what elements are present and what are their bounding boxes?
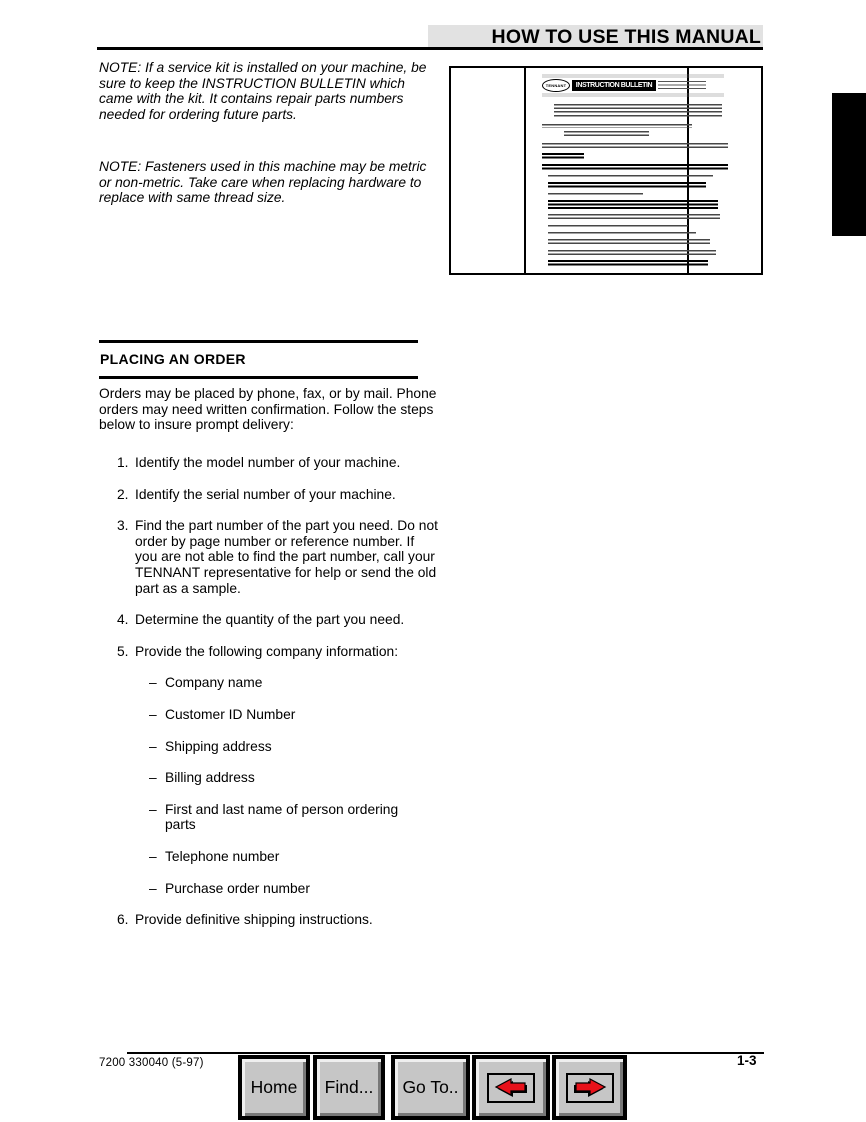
- back-icon: [493, 1076, 529, 1100]
- goto-button[interactable]: [391, 1055, 470, 1120]
- dash-marker: –: [149, 706, 157, 722]
- step-number: 2.: [117, 486, 129, 502]
- forward-button[interactable]: [552, 1055, 627, 1120]
- substep-text: Customer ID Number: [165, 706, 296, 722]
- bulletin-text-line: [548, 182, 706, 189]
- list-item: [117, 612, 439, 628]
- substep-text: Billing address: [165, 770, 255, 786]
- step-text: Find the part number of the part you need. Do not order by page number or reference number. If you are not able to find the part number, call your TENNANT representative for help or send the old part as a sample.: [135, 518, 438, 596]
- bulletin-text-line: [548, 232, 696, 236]
- section-heading-placing-an-order: PLACING AN ORDER: [99, 340, 418, 379]
- halftone-strip: [542, 93, 724, 97]
- bulletin-header-side-text: [658, 81, 706, 91]
- bulletin-text-line: [548, 200, 718, 211]
- dash-marker: –: [149, 738, 157, 754]
- instruction-bulletin-figure: [449, 66, 763, 275]
- figure-left-rule: [524, 68, 526, 273]
- bulletin-text-line: [542, 164, 728, 171]
- bulletin-text-line: [548, 225, 688, 229]
- home-button[interactable]: [238, 1055, 310, 1120]
- bulletin-header-band: [542, 74, 724, 97]
- bulletin-text-line: [548, 214, 720, 221]
- back-button[interactable]: [472, 1055, 550, 1120]
- find-button-label: Find...: [317, 1059, 381, 1116]
- list-item: [149, 881, 411, 897]
- step-number: 4.: [117, 612, 129, 628]
- list-item: [117, 912, 439, 928]
- bulletin-text-line: [542, 153, 584, 160]
- step-text-label: Provide the following company information:: [135, 643, 399, 659]
- find-button[interactable]: [313, 1055, 385, 1120]
- header-underline: [97, 47, 763, 50]
- list-item: [149, 770, 411, 786]
- home-button-label: Home: [242, 1059, 306, 1116]
- list-item: [117, 455, 439, 471]
- bulletin-text-line: [548, 175, 713, 179]
- list-item: [117, 487, 439, 503]
- bulletin-text-line: [548, 193, 643, 197]
- document-number: 7200 330040 (5-97): [99, 1057, 204, 1069]
- step-number: 5.: [117, 643, 129, 659]
- list-item: [117, 644, 439, 896]
- substep-text: Telephone number: [165, 848, 280, 864]
- step-text: Identify the serial number of your machine.: [135, 486, 396, 502]
- goto-button-label: Go To..: [395, 1059, 466, 1116]
- chapter-tab-marker: [832, 93, 866, 236]
- page-number: 1-3: [737, 1053, 757, 1068]
- tennant-logo: TENNANT: [542, 79, 570, 92]
- step-text: [135, 644, 439, 896]
- bulletin-text-line: [542, 124, 692, 128]
- bulletin-text-line: [564, 131, 649, 138]
- bulletin-text-line: [548, 250, 716, 257]
- dash-marker: –: [149, 675, 157, 691]
- bulletin-text-line: [554, 104, 722, 118]
- order-steps-list: [117, 455, 439, 944]
- bulletin-text-line: [548, 260, 708, 267]
- step-text: Provide definitive shipping instructions.: [135, 912, 373, 928]
- step-number: 6.: [117, 912, 129, 928]
- list-item: [149, 849, 411, 865]
- note-fasteners: NOTE: Fasteners used in this machine may be metric or non-metric. Take care when replacing hardware to replace with same thread size.: [99, 159, 427, 206]
- bulletin-page-thumbnail: [542, 74, 734, 269]
- step-number: 1.: [117, 455, 129, 470]
- dash-marker: –: [149, 880, 157, 896]
- back-arrow-frame: [487, 1073, 535, 1103]
- list-item: [149, 707, 411, 723]
- list-item: [149, 739, 411, 755]
- substep-text: Company name: [165, 675, 263, 691]
- footer-rule: [127, 1052, 764, 1054]
- list-item: [149, 675, 411, 691]
- list-item: [117, 518, 439, 596]
- step-text: Determine the quantity of the part you need.: [135, 612, 405, 628]
- bulletin-title: INSTRUCTION BULLETIN: [572, 80, 656, 91]
- step-text: Identify the model number of your machine.: [135, 455, 401, 470]
- bulletin-text-line: [548, 239, 710, 246]
- bulletin-text-line: [542, 143, 728, 150]
- substep-text: Shipping address: [165, 738, 272, 754]
- dash-marker: –: [149, 848, 157, 864]
- step-number: 3.: [117, 518, 129, 534]
- dash-marker: –: [149, 770, 157, 786]
- page-title: HOW TO USE THIS MANUAL: [428, 25, 763, 49]
- forward-icon: [572, 1076, 608, 1100]
- dash-marker: –: [149, 801, 157, 817]
- order-intro-paragraph: Orders may be placed by phone, fax, or by mail. Phone orders may need written confirmation. Follow the steps below to insure prompt delivery:: [99, 386, 437, 433]
- company-info-list: [149, 675, 411, 896]
- substep-text: First and last name of person ordering parts: [165, 801, 399, 833]
- substep-text: Purchase order number: [165, 880, 310, 896]
- list-item: [149, 802, 411, 833]
- forward-arrow-frame: [566, 1073, 614, 1103]
- note-service-kit: NOTE: If a service kit is installed on your machine, be sure to keep the INSTRUCTION BULLETIN which came with the kit. It contains repair parts numbers needed for ordering future parts.: [99, 60, 427, 122]
